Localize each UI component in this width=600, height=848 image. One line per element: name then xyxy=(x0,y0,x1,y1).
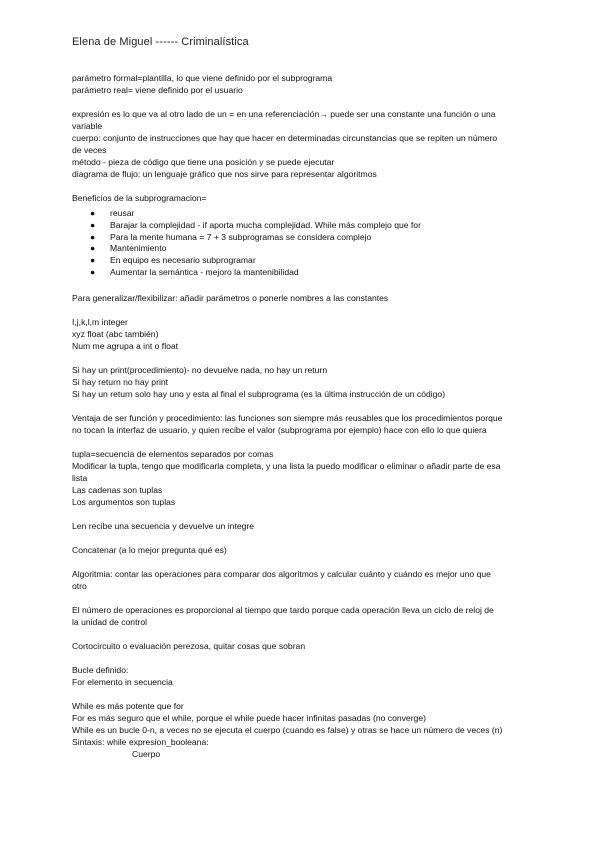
benefits-list xyxy=(72,208,532,279)
list-item: ● Aumentar la semántica - mejoro la mantenibilidad xyxy=(90,266,299,277)
bullet-icon: ● xyxy=(90,208,96,218)
note-line: While es un bucle 0-n, a veces no se ejecuta el cuerpo (cuando es false) y otras se hace un número de veces (n) xyxy=(72,724,503,735)
note-line: For elemento in secuencia xyxy=(72,676,173,687)
bullet-icon: ● xyxy=(90,231,96,242)
section-heading: Beneficios de la subprogramacion= xyxy=(72,193,207,203)
note-line: El número de operaciones es proporcional al tiempo que tardo porque cada operación lleva un ciclo de reloj de xyxy=(72,604,494,615)
note-line: diagrama de flujo: un lenguaje gráfico que nos sirve para representar algoritmos xyxy=(72,169,377,179)
note-line: Cuerpo xyxy=(132,748,161,759)
note-line: Num me agrupa a int o float xyxy=(72,340,179,351)
note-line: Len recibe una secuencia y devuelve un integre xyxy=(72,520,255,531)
note-line: For es más seguro que el while, porque el while puede hacer infinitas pasadas (no converge) xyxy=(72,712,426,723)
note-line: I,j,k,l,m integer xyxy=(72,316,128,327)
note-line: Concatenar (a lo mejor pregunta qué es) xyxy=(72,544,227,555)
list-item: ● Mantenimiento xyxy=(90,243,167,254)
note-line: variable xyxy=(72,121,103,131)
list-item: ● reusar xyxy=(90,208,135,218)
note-line: método - pieza de código que tiene una posición y se puede ejecutar xyxy=(72,157,335,167)
note-line: Ventaja de ser función y procedimiento: las funciones son siempre más reusables que los procedimientos porque xyxy=(72,412,503,423)
list-item: ● En equipo es necesario subprogramar xyxy=(90,255,256,266)
notes-body xyxy=(72,72,532,760)
note-line: xyz float (abc también) xyxy=(72,328,159,339)
note-line: parámetro real= viene definido por el usuario xyxy=(72,85,243,95)
bullet-icon: ● xyxy=(90,219,96,230)
note-line: Si hay un print(procedimiento)- no devuelve nada, no hay un return xyxy=(72,364,328,375)
note-line: otro xyxy=(72,580,87,591)
note-line: la unidad de control xyxy=(72,616,148,627)
list-item: ● Barajar la complejidad - if aporta mucha complejidad. While más complejo que for xyxy=(90,219,421,230)
note-line: lista xyxy=(72,472,88,483)
note-line: While es más potente que for xyxy=(72,700,184,711)
note-line: Bucle definido: xyxy=(72,664,129,675)
note-line: Cortocircuito o evaluación perezosa, quitar cosas que sobran xyxy=(72,640,306,651)
note-line: Las cadenas son tuplas xyxy=(72,484,163,495)
list-item: ● Para la mente humana = 7 + 3 subprogramas se considera complejo xyxy=(90,231,372,242)
note-line: expresión es lo que va al otro lado de un = en una referenciación→ puede ser una constante una función o una xyxy=(72,109,496,119)
note-line: Los argumentos son tuplas xyxy=(72,496,176,507)
note-line: Para generalizar/flexibilizar: añadir parámetros o ponerle nombres a las constantes xyxy=(72,292,389,303)
note-line: Si hay un return solo hay uno y esta al final el subprograma (es la última instrucción de un código) xyxy=(72,388,446,399)
note-line: cuerpo: conjunto de instrucciones que hay que hacer en determinadas circunstancias que se repiten un número xyxy=(72,133,498,143)
note-line: Si hay return no hay print xyxy=(72,376,169,387)
note-line: Sintaxis: while expresion_booleana: xyxy=(72,736,209,747)
note-line: Algoritmia: contar las operaciones para comparar dos algoritmos y calcular cuánto y cuándo es mejor uno que xyxy=(72,568,491,579)
note-line: no tocan la interfaz de usuario, y quien recibe el valor (subprograma por ejemplo) hace con ello lo que quiera xyxy=(72,424,487,435)
note-line: tupla=secuencia de elementos separados por comas xyxy=(72,448,274,459)
bullet-icon: ● xyxy=(90,255,96,266)
bullet-icon: ● xyxy=(90,243,96,254)
note-line: Modificar la tupla, tengo que modificarla completa, y una lista la puedo modificar o eliminar o añadir parte de esa xyxy=(72,460,501,471)
page-header: Elena de Miguel ------ Criminalística xyxy=(72,36,249,48)
bullet-icon: ● xyxy=(90,266,96,277)
note-line: de veces xyxy=(72,145,107,155)
note-line: parámetro formal=plantilla, lo que viene definido por el subprograma xyxy=(72,73,333,83)
